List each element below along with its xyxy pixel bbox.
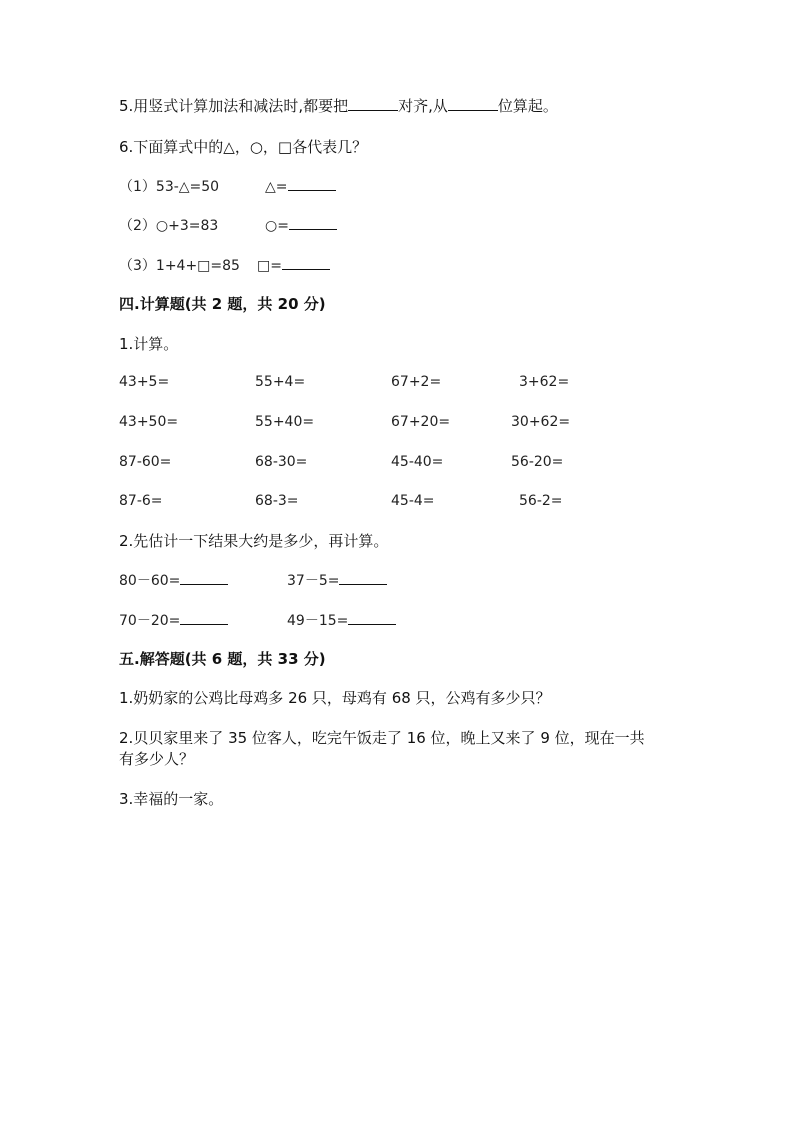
estimate-r1-c1-blank[interactable] [180, 570, 228, 585]
q6-item-2 [119, 215, 337, 236]
calc-r4-c2: 68-3= [255, 493, 299, 509]
q6-item-1-blank[interactable] [288, 176, 336, 191]
estimate-r1-c1 [119, 570, 228, 591]
calc-r2-c1: 43+50= [119, 414, 179, 430]
estimate-r2-c2-blank[interactable] [348, 610, 396, 625]
estimate-r2-c1-blank[interactable] [180, 610, 228, 625]
section-4-q1-title: 1.计算。 [119, 335, 179, 353]
q6-item-3 [119, 255, 330, 276]
calc-r1-c4: 3+62= [519, 374, 570, 390]
calc-r4-c1: 87-6= [119, 493, 163, 509]
calc-r3-c4: 56-20= [511, 454, 564, 470]
estimate-r1-c2 [287, 570, 387, 591]
estimate-r2-c1-text: 70－20= [119, 613, 181, 629]
estimate-r1-c1-text: 80－60= [119, 573, 181, 589]
q6-item-2-eq: （2）○+3=83 [119, 218, 219, 234]
q5-blank-1[interactable] [348, 96, 398, 111]
q6-item-1-ans: △= [265, 179, 288, 195]
q5-blank-2[interactable] [448, 96, 498, 111]
calc-r2-c3: 67+20= [391, 414, 451, 430]
section-5-heading: 五.解答题(共 6 题，共 33 分) [119, 650, 326, 668]
calc-r3-c2: 68-30= [255, 454, 308, 470]
section-5-q3: 3.幸福的一家。 [119, 790, 224, 808]
calc-r2-c2: 55+40= [255, 414, 315, 430]
q6-item-1 [119, 176, 336, 197]
calc-r1-c2: 55+4= [255, 374, 306, 390]
section-5-q2-line2: 有多少人？ [119, 750, 195, 768]
question-6-title: 6.下面算式中的△，○，□各代表几？ [119, 138, 368, 156]
q5-text-2: 对齐,从 [398, 97, 448, 115]
calc-r3-c1: 87-60= [119, 454, 172, 470]
calc-r4-c4: 56-2= [519, 493, 563, 509]
estimate-r2-c2-text: 49－15= [287, 613, 349, 629]
estimate-r1-c2-text: 37－5= [287, 573, 340, 589]
section-4-q2-title: 2.先估计一下结果大约是多少，再计算。 [119, 532, 389, 550]
question-5 [119, 96, 558, 116]
q6-item-3-blank[interactable] [282, 255, 330, 270]
calc-r3-c3: 45-40= [391, 454, 444, 470]
estimate-r1-c2-blank[interactable] [339, 570, 387, 585]
section-4-heading: 四.计算题(共 2 题，共 20 分) [119, 295, 326, 313]
q5-text-3: 位算起。 [497, 97, 558, 115]
q6-item-2-ans: ○= [265, 218, 289, 234]
calc-r1-c1: 43+5= [119, 374, 170, 390]
calc-r2-c4: 30+62= [511, 414, 571, 430]
q6-item-1-eq: （1）53-△=50 [119, 179, 220, 195]
estimate-r2-c1 [119, 610, 228, 631]
estimate-r2-c2 [287, 610, 396, 631]
calc-r1-c3: 67+2= [391, 374, 442, 390]
q6-item-2-blank[interactable] [289, 215, 337, 230]
q6-item-3-ans: □= [257, 258, 282, 274]
q6-item-3-eq: （3）1+4+□=85 [119, 258, 240, 274]
section-5-q1: 1.奶奶家的公鸡比母鸡多 26 只，母鸡有 68 只，公鸡有多少只？ [119, 689, 551, 707]
calc-r4-c3: 45-4= [391, 493, 435, 509]
section-5-q2-line1: 2.贝贝家里来了 35 位客人，吃完午饭走了 16 位，晚上又来了 9 位，现在一共 [119, 729, 645, 747]
q5-text-1: 5.用竖式计算加法和减法时,都要把 [119, 97, 349, 115]
